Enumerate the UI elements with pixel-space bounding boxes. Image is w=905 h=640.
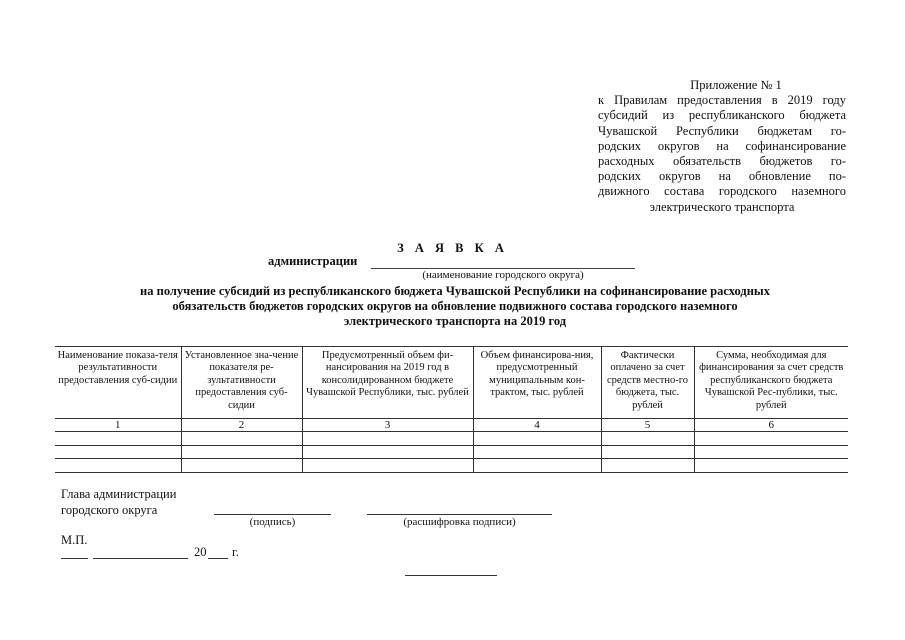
table-cell[interactable] bbox=[302, 459, 473, 473]
signature-decode-line[interactable] bbox=[367, 514, 552, 515]
subsidy-table bbox=[55, 346, 848, 473]
column-header: Сумма, необходимая для финансирования за счет средств республиканского бюджета Чувашской Рес-публики, тыс. рублей bbox=[694, 347, 848, 419]
table-cell[interactable] bbox=[55, 445, 181, 459]
date-year-prefix: 20 bbox=[194, 545, 207, 559]
signatory-line: Глава администрации bbox=[61, 487, 177, 501]
column-number: 3 bbox=[302, 419, 473, 432]
appendix-line: родских округов на софинансирование bbox=[598, 138, 846, 153]
admin-hint: (наименование городского округа) bbox=[422, 269, 584, 281]
column-header: Объем финансирова-ния, предусмотренный муниципальным кон-трактом, тыс. рублей bbox=[473, 347, 601, 419]
date-day-line[interactable] bbox=[61, 558, 88, 559]
column-header: Установленное зна-чение показателя ре-зультативности предоставления суб-сидии bbox=[181, 347, 302, 419]
table-cell[interactable] bbox=[473, 432, 601, 446]
column-header: Фактически оплачено за счет средств местно-го бюджета, тыс. рублей bbox=[601, 347, 694, 419]
column-number: 2 bbox=[181, 419, 302, 432]
heading-line: обязательств бюджетов городских округов на обновление подвижного состава городского наземного bbox=[172, 299, 738, 314]
appendix-line: расходных обязательств бюджетов го- bbox=[598, 154, 846, 169]
appendix-line: движного состава городского наземного bbox=[598, 184, 846, 199]
column-number: 6 bbox=[694, 419, 848, 432]
table-cell[interactable] bbox=[181, 432, 302, 446]
table-number-row bbox=[55, 419, 848, 432]
column-number: 5 bbox=[601, 419, 694, 432]
document-title: З А Я В К А bbox=[397, 241, 508, 255]
table-cell[interactable] bbox=[473, 445, 601, 459]
request-heading bbox=[60, 284, 850, 330]
signatory-title bbox=[61, 487, 176, 518]
table-row bbox=[55, 432, 848, 446]
table-cell[interactable] bbox=[601, 445, 694, 459]
stamp-label: М.П. bbox=[61, 533, 88, 547]
signature-line[interactable] bbox=[214, 514, 331, 515]
table-cell[interactable] bbox=[694, 445, 848, 459]
table-cell[interactable] bbox=[601, 459, 694, 473]
table-row bbox=[55, 445, 848, 459]
signatory-line: городского округа bbox=[61, 502, 158, 517]
column-header: Предусмотренный объем фи-нансирования на 2019 год в консолидированном бюджете Чувашской Республики, тыс. рублей bbox=[302, 347, 473, 419]
heading-line: на получение субсидий из республиканского бюджета Чувашской Республики на софинансирование расходных bbox=[140, 284, 770, 298]
table-cell[interactable] bbox=[55, 459, 181, 473]
table-cell[interactable] bbox=[601, 432, 694, 446]
heading-line: электрического транспорта на 2019 год bbox=[343, 314, 567, 329]
date-year-suffix: г. bbox=[232, 545, 239, 559]
date-month-line[interactable] bbox=[93, 558, 188, 559]
appendix-number: Приложение № 1 bbox=[690, 78, 782, 92]
table-cell[interactable] bbox=[473, 459, 601, 473]
table-cell[interactable] bbox=[55, 432, 181, 446]
table-cell[interactable] bbox=[181, 459, 302, 473]
appendix-line: субсидий из республиканского бюджета bbox=[598, 108, 846, 123]
table-cell[interactable] bbox=[302, 445, 473, 459]
column-number: 4 bbox=[473, 419, 601, 432]
table-cell[interactable] bbox=[694, 432, 848, 446]
signature-hint: (подпись) bbox=[249, 516, 296, 528]
table-cell[interactable] bbox=[694, 459, 848, 473]
footer-separator bbox=[405, 575, 497, 576]
appendix-block bbox=[598, 78, 846, 215]
table-header-row bbox=[55, 347, 848, 419]
appendix-line: к Правилам предоставления в 2019 году bbox=[598, 93, 846, 108]
date-year-line[interactable] bbox=[208, 558, 228, 559]
appendix-line: Чувашской Республики бюджетам го- bbox=[598, 123, 846, 138]
appendix-line: родских округов на обновление по- bbox=[598, 169, 846, 184]
table-cell[interactable] bbox=[181, 445, 302, 459]
column-number: 1 bbox=[55, 419, 181, 432]
signature-decode-hint: (расшифровка подписи) bbox=[403, 516, 516, 528]
admin-label: администрации bbox=[268, 254, 358, 268]
table-cell[interactable] bbox=[302, 432, 473, 446]
table-row bbox=[55, 459, 848, 473]
column-header: Наименование показа-теля результативности предоставления суб-сидии bbox=[55, 347, 181, 419]
appendix-line: электрического транспорта bbox=[649, 199, 795, 214]
